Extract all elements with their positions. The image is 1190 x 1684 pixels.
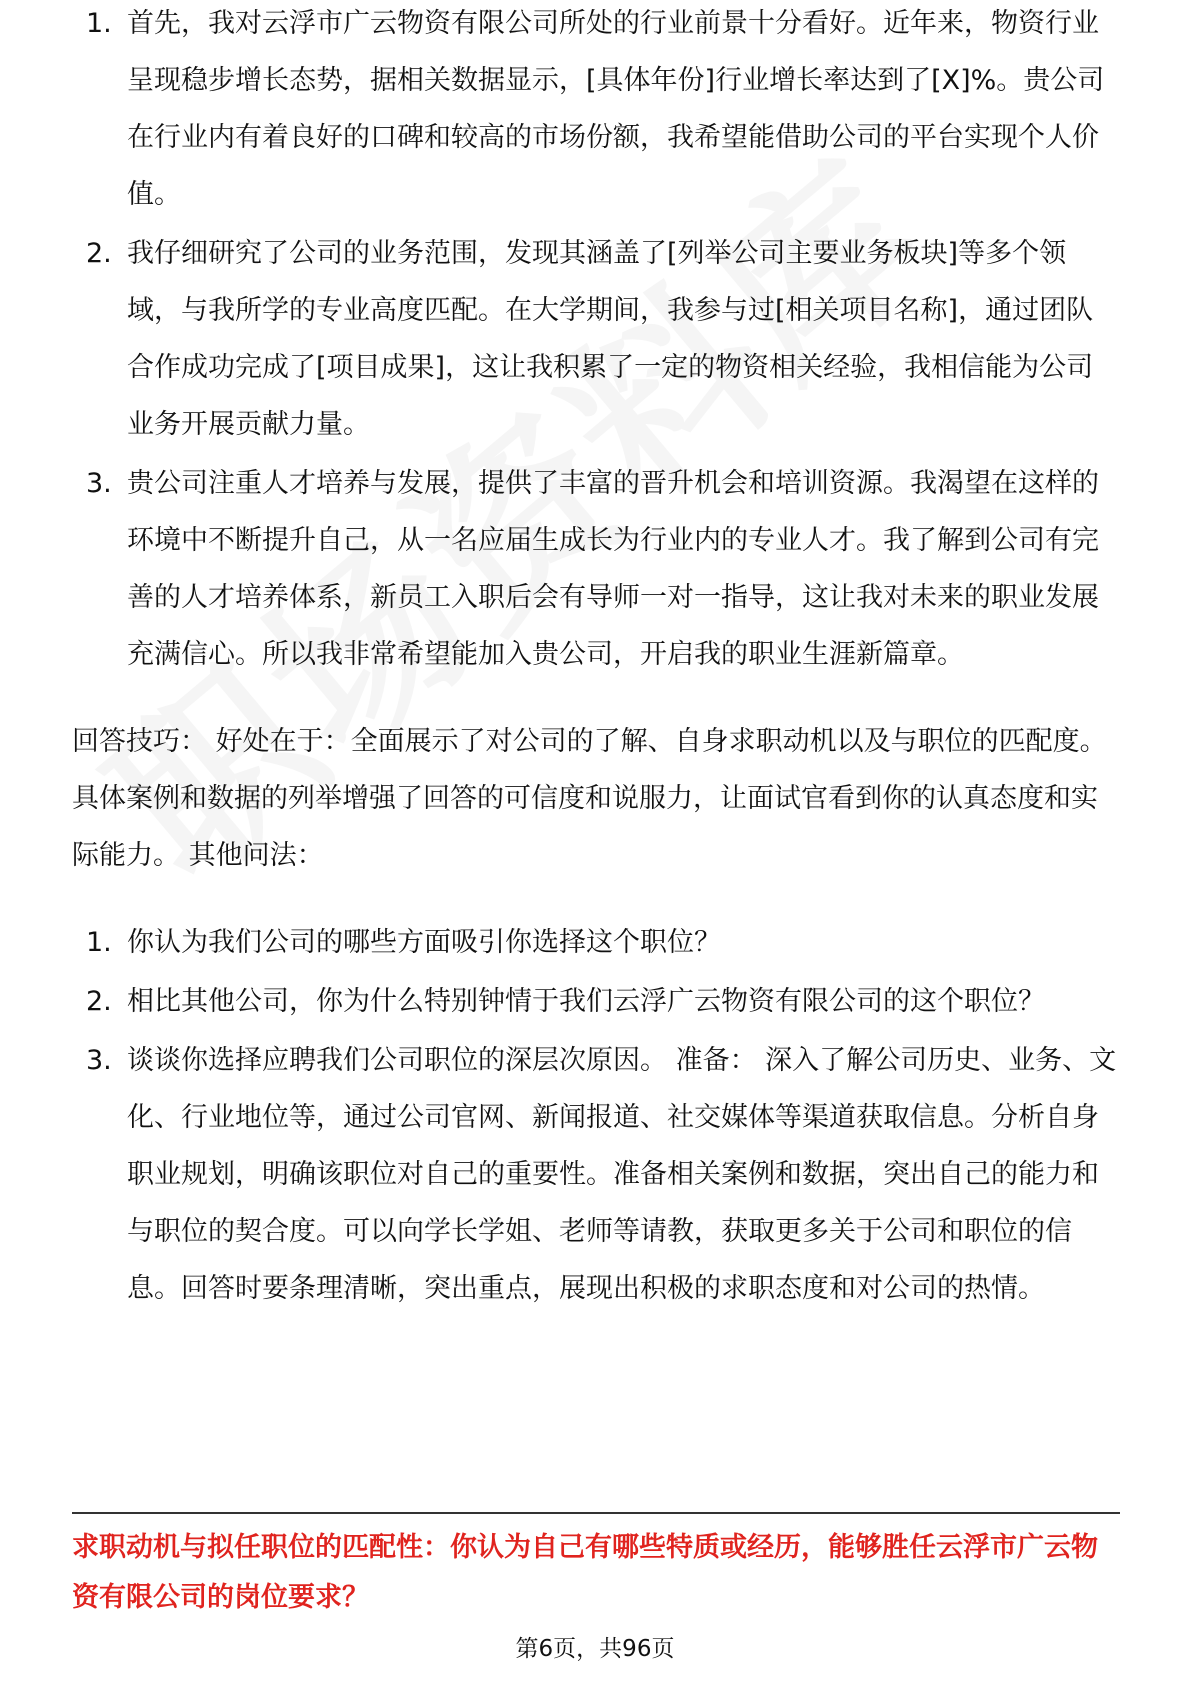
next-question-heading: 求职动机与拟任职位的匹配性：你认为自己有哪些特质或经历，能够胜任云浮市广云物资有限公司的岗位要求？ — [72, 1532, 1098, 1613]
list-item-text: 谈谈你选择应聘我们公司职位的深层次原因。 准备： 深入了解公司历史、业务、文化、行业地位等，通过公司官网、新闻报道、社交媒体等渠道获取信息。分析自身职业规划，明确该职位对自己的重要性。准备相关案例和数据，突出自己的能力和与职位的契合度。可以向学长学姐、老师等请教，获取更多关于公司和职位的信息。回答时要条理清晰，突出重点，展现出积极的求职态度和对公司的热情。 — [127, 1045, 1117, 1304]
page-content — [72, 8, 1120, 1319]
list-number: 3. — [86, 1045, 112, 1076]
list-item-text: 相比其他公司，你为什么特别钟情于我们云浮广云物资有限公司的这个职位？ — [127, 986, 1045, 1017]
list-number: 3. — [86, 468, 112, 499]
page-footer: 第6页，共96页 — [515, 1636, 675, 1662]
list-item-text: 你认为我们公司的哪些方面吸引你选择这个职位？ — [127, 927, 721, 958]
list-item — [72, 455, 1120, 683]
list-item-text: 我仔细研究了公司的业务范围，发现其涵盖了[列举公司主要业务板块]等多个领域，与我所学的专业高度匹配。在大学期间，我参与过[相关项目名称]，通过团队合作成功完成了[项目成果]，这让我积累了一定的物资相关经验，我相信能为公司业务开展贡献力量。 — [127, 238, 1094, 440]
alternative-questions-list — [72, 914, 1120, 1317]
list-item — [72, 0, 1120, 223]
list-number: 2. — [86, 238, 112, 269]
list-item — [72, 1032, 1120, 1317]
list-number: 1. — [86, 8, 112, 39]
list-item — [72, 914, 1120, 971]
list-number: 1. — [86, 927, 112, 958]
answer-tip: 回答技巧： 好处在于：全面展示了对公司的了解、自身求职动机以及与职位的匹配度。具体案例和数据的列举增强了回答的可信度和说服力，让面试官看到你的认真态度和实际能力。 其他问法： — [72, 726, 1107, 871]
list-item-text: 首先，我对云浮市广云物资有限公司所处的行业前景十分看好。近年来，物资行业呈现稳步增长态势，据相关数据显示，[具体年份]行业增长率达到了[X]%。贵公司在行业内有着良好的口碑和较高的市场份额，我希望能借助公司的平台实现个人价值。 — [127, 8, 1105, 210]
answer-list — [72, 0, 1120, 683]
list-number: 2. — [86, 986, 112, 1017]
list-item-text: 贵公司注重人才培养与发展，提供了丰富的晋升机会和培训资源。我渴望在这样的环境中不断提升自己，从一名应届生成长为行业内的专业人才。我了解到公司有完善的人才培养体系，新员工入职后会有导师一对一指导，这让我对未来的职业发展充满信心。所以我非常希望能加入贵公司，开启我的职业生涯新篇章。 — [127, 468, 1099, 670]
list-item — [72, 225, 1120, 453]
section-divider — [72, 1512, 1120, 1514]
list-item — [72, 973, 1120, 1030]
